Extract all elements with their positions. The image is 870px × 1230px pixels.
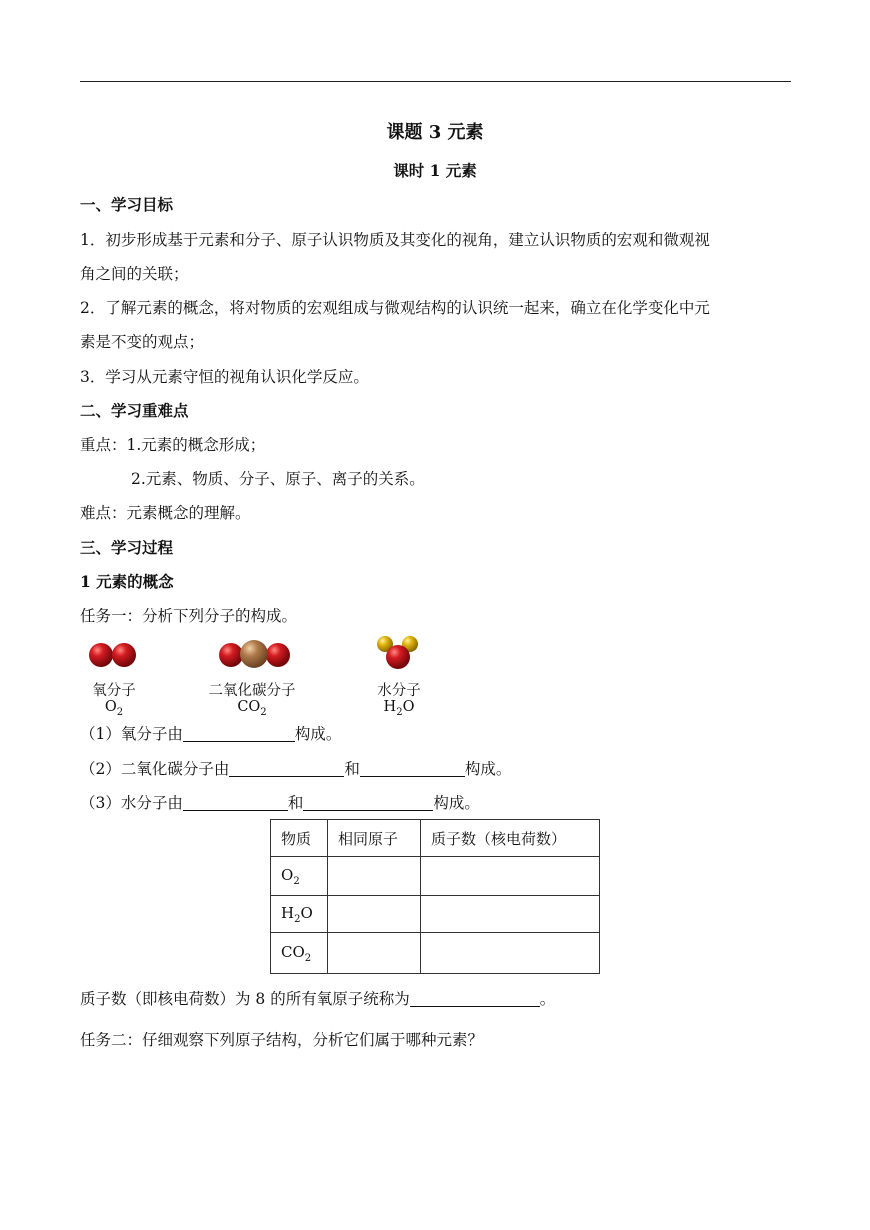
oxygen-atom [89, 643, 113, 667]
oxygen-atom [266, 643, 290, 667]
task-two: 任务二：仔细观察下列原子结构，分析它们属于哪种元素？ [80, 1031, 484, 1049]
table-cell-substance: $O_2$ [271, 857, 328, 896]
carbon-atom [240, 640, 268, 668]
subsection-element-concept: 1 元素的概念 [80, 572, 174, 591]
oxygen-molecule-formula: $O_2$ [104, 699, 124, 718]
co2-molecule-formula: $CO_2$ [237, 699, 267, 718]
co2-molecule-label: 二氧化碳分子 [208, 683, 296, 699]
task-one: 任务一：分析下列分子的构成。 [80, 607, 298, 625]
table-cell-blank[interactable] [421, 857, 600, 896]
objective-line: 角之间的关联； [80, 265, 189, 283]
objective-line: 1．初步形成基于元素和分子、原子认识物质及其变化的视角，建立认识物质的宏观和微观视 [80, 231, 710, 249]
page-title: 课题 3 元素 [386, 122, 484, 143]
molecule-illustrations [80, 632, 460, 682]
header-rule [80, 81, 791, 82]
answer-blank[interactable] [229, 760, 344, 777]
table-cell-substance: $CO_2$ [271, 933, 328, 974]
section-objectives-heading: 一、学习目标 [80, 195, 174, 214]
difficulty-point: 难点：元素概念的理解。 [80, 504, 251, 522]
answer-blank[interactable] [183, 794, 288, 811]
objective-line: 3．学习从元素守恒的视角认识化学反应。 [80, 368, 369, 386]
question-3: （3）水分子由 和 构成。 [80, 794, 480, 812]
objective-line: 2．了解元素的概念，将对物质的宏观组成与微观结构的认识统一起来，确立在化学变化中元 [80, 299, 710, 317]
answer-blank[interactable] [410, 990, 540, 1007]
table-row [271, 933, 600, 974]
table-cell-blank[interactable] [421, 933, 600, 974]
table-row [271, 857, 600, 896]
page-subtitle: 课时 1 元素 [393, 161, 477, 180]
question-2: （2）二氧化碳分子由 和 构成。 [80, 760, 512, 778]
answer-blank[interactable] [360, 760, 465, 777]
table-header: 质子数（核电荷数） [421, 820, 600, 857]
proton-statement: 质子数（即核电荷数）为 8 的所有氧原子统称为 。 [80, 990, 556, 1008]
table-row [271, 896, 600, 933]
table-header: 物质 [271, 820, 328, 857]
table-cell-blank[interactable] [328, 857, 421, 896]
table-header-row [271, 820, 600, 857]
section-process-heading: 三、学习过程 [80, 538, 174, 557]
oxygen-atom [386, 645, 410, 669]
oxygen-atom [112, 643, 136, 667]
table-cell-blank[interactable] [328, 933, 421, 974]
table-header: 相同原子 [328, 820, 421, 857]
table-cell-substance: $H_2O$ [271, 896, 328, 933]
answer-blank[interactable] [183, 725, 295, 742]
oxygen-molecule-label: 氧分子 [92, 683, 136, 699]
section-keypoints-heading: 二、学习重难点 [80, 401, 189, 420]
water-molecule-label: 水分子 [377, 683, 421, 699]
answer-blank[interactable] [303, 794, 433, 811]
key-point-1: 重点：1.元素的概念形成； [80, 436, 266, 454]
objective-line: 素是不变的观点； [80, 333, 205, 351]
table-cell-blank[interactable] [421, 896, 600, 933]
table-cell-blank[interactable] [328, 896, 421, 933]
key-point-2: 2.元素、物质、分子、原子、离子的关系。 [131, 470, 425, 488]
question-1: （1）氧分子由 构成。 [80, 725, 342, 743]
proton-table [270, 819, 600, 974]
oxygen-atom [219, 643, 243, 667]
water-molecule-formula: $H_2O$ [383, 699, 415, 718]
